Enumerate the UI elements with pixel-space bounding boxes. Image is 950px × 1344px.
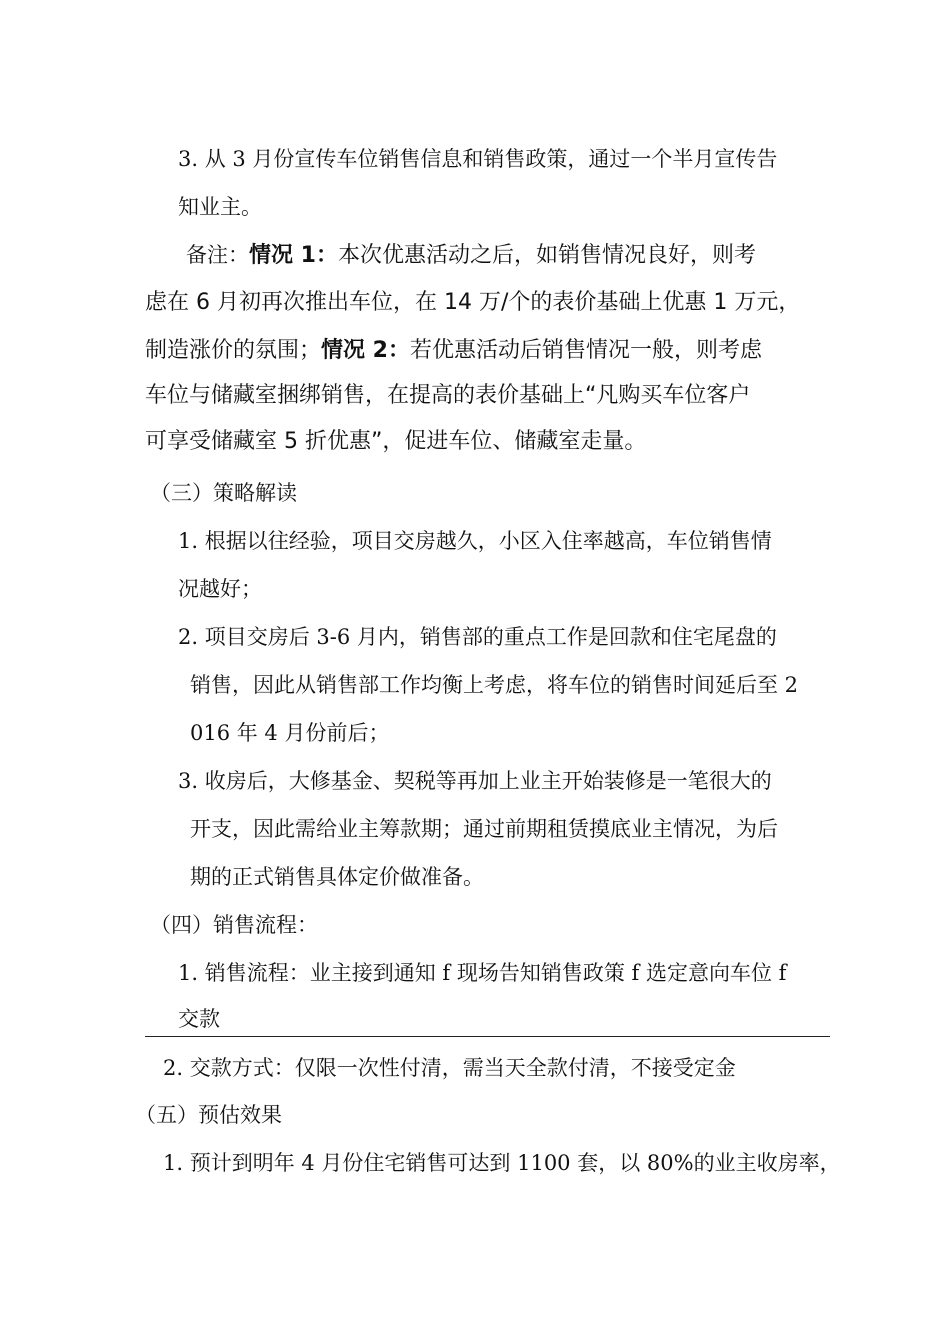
strategy-item-1-line-1: 1. 根据以往经验，项目交房越久，小区入住率越高，车位销售情 [178, 529, 772, 553]
note-line-1 [186, 240, 756, 271]
note-line-3 [145, 335, 762, 366]
process-item-1-line-2: 交款 [178, 1007, 220, 1031]
process-item-2: 2. 交款方式：仅限一次性付清，需当天全款付清，不接受定金 [163, 1056, 736, 1080]
note-line-1-rest: 本次优惠活动之后，如销售情况良好，则考 [337, 243, 756, 268]
note-line-3-b: 若优惠活动后销售情况一般，则考虑 [409, 338, 762, 363]
case-2-label: 情况 2： [321, 338, 410, 363]
item-3-line-1: 3. 从 3 月份宣传车位销售信息和销售政策，通过一个半月宣传告 [178, 147, 778, 171]
strategy-item-3-line-1: 3. 收房后，大修基金、契税等再加上业主开始装修是一笔很大的 [178, 769, 772, 793]
note-line-4: 车位与储藏室捆绑销售，在提高的表价基础上“凡购买车位客户 [145, 383, 751, 408]
estimate-item-1: 1. 预计到明年 4 月份住宅销售可达到 1100 套，以 80%的业主收房率， [163, 1151, 841, 1175]
item-3-line-2: 知业主。 [178, 195, 262, 219]
note-line-2: 虑在 6 月初再次推出车位，在 14 万/个的表价基础上优惠 1 万元， [145, 290, 801, 315]
estimate-heading: （五）预估效果 [135, 1103, 282, 1127]
note-prefix: 备注： [186, 243, 249, 267]
strategy-item-2-line-2: 销售，因此从销售部工作均衡上考虑，将车位的销售时间延后至 2 [190, 673, 799, 697]
process-item-1-line-1: 1. 销售流程：业主接到通知 f 现场告知销售政策 f 选定意向车位 f [178, 961, 787, 985]
case-1-label: 情况 1： [249, 243, 338, 268]
note-line-3-a: 制造涨价的氛围； [145, 338, 322, 363]
strategy-item-3-line-3: 期的正式销售具体定价做准备。 [190, 865, 484, 889]
strategy-item-3-line-2: 开支，因此需给业主筹款期；通过前期租赁摸底业主情况，为后 [190, 817, 778, 841]
strategy-item-1-line-2: 况越好； [178, 577, 262, 601]
strategy-heading: （三）策略解读 [150, 481, 297, 505]
strategy-item-2-line-1: 2. 项目交房后 3-6 月内，销售部的重点工作是回款和住宅尾盘的 [178, 625, 777, 649]
horizontal-divider [145, 1036, 830, 1037]
process-heading: （四）销售流程： [150, 913, 318, 937]
note-line-5: 可享受储藏室 5 折优惠”，促进车位、储藏室走量。 [145, 429, 647, 454]
strategy-item-2-line-3: 016 年 4 月份前后； [190, 721, 390, 745]
